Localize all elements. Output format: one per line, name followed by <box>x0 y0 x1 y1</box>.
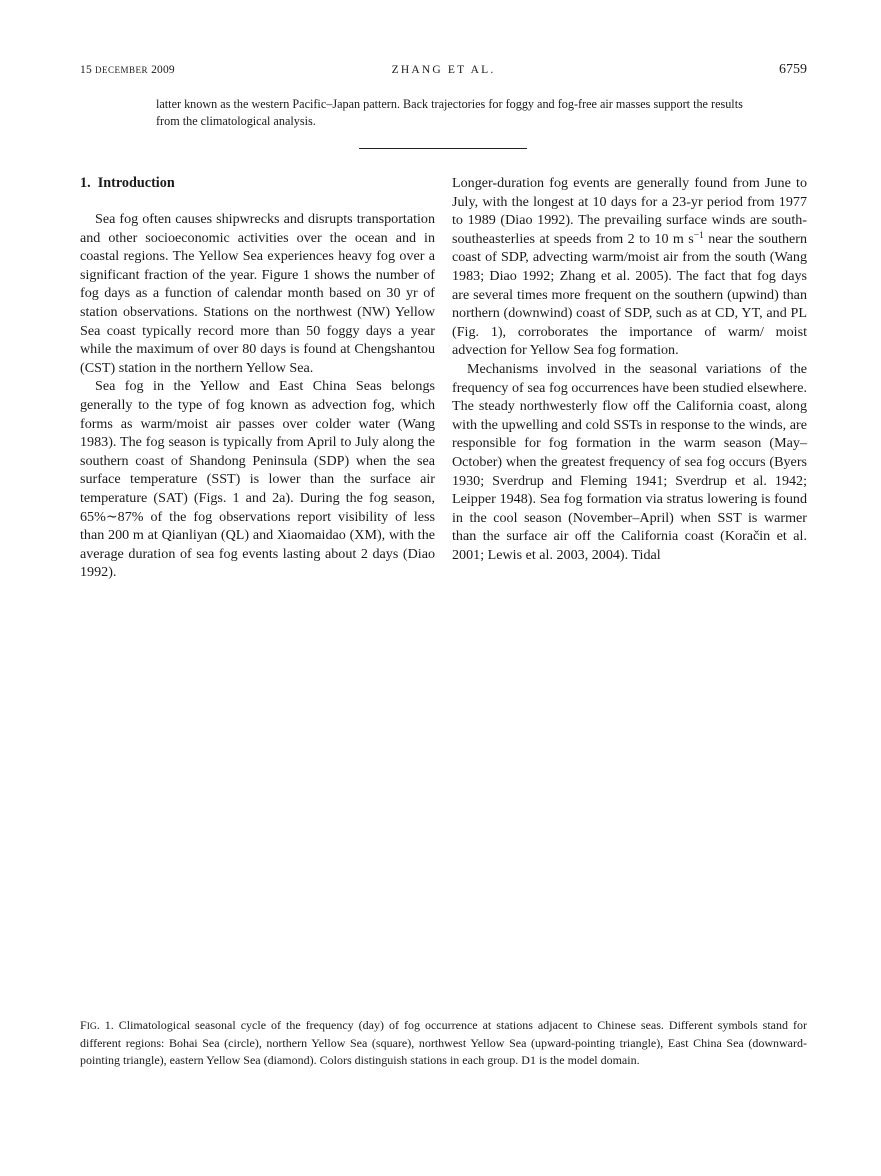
figure-label-initial: F <box>80 1018 87 1032</box>
running-authors: ZHANG ET AL. <box>391 64 496 76</box>
figure-placeholder <box>80 690 807 1010</box>
figure-label <box>80 1018 114 1032</box>
paragraph: Mechanisms involved in the seasonal variations of the frequency of sea fog occurrences have been studied elsewhere. The steady northwesterly flow off the California coast, along with the upwelling and cold SSTs in response to the winds, are responsible for fog formation in the warm season (May–October) when the greatest frequency of sea fog occurs (Byers 1930; Sverdrup and Fleming 1941; Sverdrup et al. 1942; Leipper 1948). Sea fog formation via stratus lowering is found in the cool season (November–April) when SST is warmer than the surface air off the California coast (Koračin et al. 2001; Lewis et al. 2003, 2004). Tidal <box>452 360 807 563</box>
date-year: 2009 <box>151 64 175 76</box>
section-heading <box>80 174 435 192</box>
paragraph: Sea fog in the Yellow and East China Seas belongs generally to the type of fog known as advection fog, which forms as warm/moist air passes over colder water (Wang 1983). The fog season is typically from April to July along the southern coast of Shandong Peninsula (SDP) when the sea surface temperature (SST) is lower than the surface air temperature (SAT) (Figs. 1 and 2a). During the fog season, 65%∼87% of the fog observations report visibility of less than 200 m at Qianliyan (QL) and Xiaomaidao (XM), with the average duration of sea fog events lasting about 2 days (Diao 1992). <box>80 378 435 581</box>
figure-label-rest: IG <box>86 1022 97 1032</box>
abstract-continuation: latter known as the western Pacific–Japan pattern. Back trajectories for foggy and fog-free air masses support the results from the climatological analysis. <box>156 97 743 128</box>
section-divider <box>359 148 527 149</box>
running-header <box>80 62 807 80</box>
paragraph: Sea fog often causes shipwrecks and disrupts transportation and other socioeconomic activities over the ocean and in coastal regions. The Yellow Sea experiences heavy fog over a significant fraction of the year. Figure 1 shows the number of fog days as a function of calendar month based on 30 yr of station observations. Stations on the northwest (NW) Yellow Sea coast typically record more than 50 foggy days a year while the maximum of over 80 days is found at Chengshantou (CST) station in the northern Yellow Sea. <box>80 211 435 376</box>
paragraph-text: Longer-duration fog events are generally found from June to July, with the longest at 10 days for a 23-yr period from 1977 to 1989 (Diao 1992). The prevailing surface winds are south-southeasterlies at speeds from 2 to 10 m s <box>452 175 807 247</box>
section-number: 1. <box>80 175 91 191</box>
figure-label-number: . 1. <box>96 1018 114 1032</box>
page-number: 6759 <box>779 62 807 77</box>
left-column <box>80 174 435 582</box>
paragraph-text: near the southern coast of SDP, advecting warm/moist air from the south (Wang 1983; Diao 1992; Zhang et al. 2005). The fact that fog days are several times more frequent on the southern (upwind) than northern (downwind) coast of SDP, such as at CD, YT, and PL (Fig. 1), corroborates the importance of warm/ moist advection for Yellow Sea fog formation. <box>452 230 807 359</box>
figure-caption <box>80 1017 807 1068</box>
caption-text: Climatological seasonal cycle of the frequency (day) of fog occurrence at stations adjacent to Chinese seas. Different symbols stand for different regions: Bohai Sea (circle), northern Yellow Sea (square), northwest Yellow Sea (upward-pointing triangle), East China Sea (downward-pointing triangle), eastern Yellow Sea (diamond). Colors distinguish stations in each group. D1 is the model domain. <box>80 1018 807 1067</box>
section-title: Introduction <box>97 175 175 191</box>
paragraph <box>452 174 807 360</box>
right-column <box>452 174 807 564</box>
date-day: 15 <box>80 64 92 76</box>
superscript: −1 <box>693 230 704 241</box>
date-month: DECEMBER <box>94 65 148 75</box>
